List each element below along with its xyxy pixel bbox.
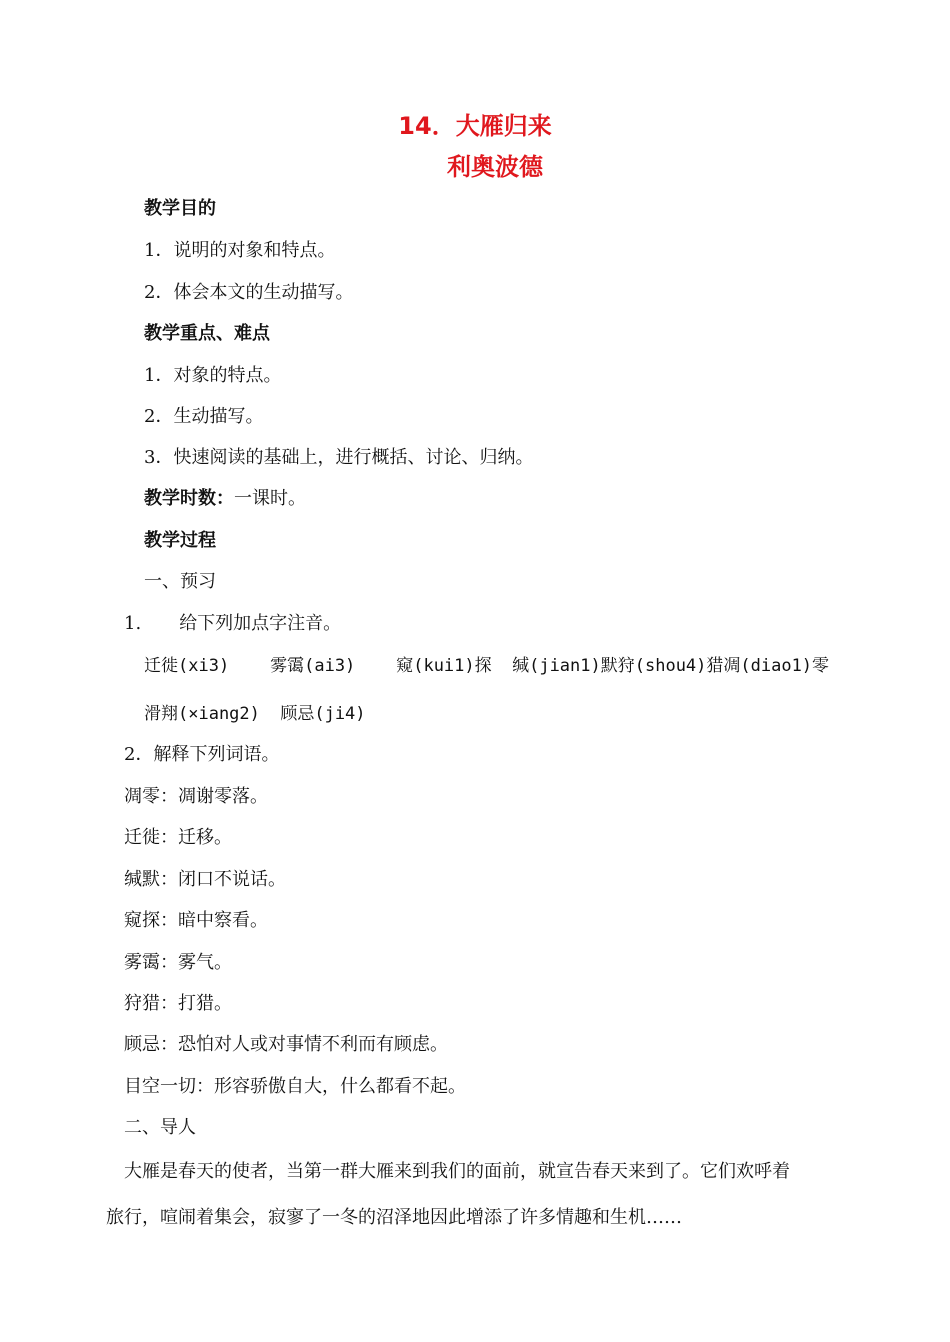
preview-heading: 一、预习: [144, 571, 216, 592]
keypoints-heading: 教学重点、难点: [144, 323, 270, 344]
intro-paragraph-line: 旅行，喧闹着集会，寂寥了一冬的沼泽地因此增添了许多情趣和生机……: [106, 1207, 682, 1228]
hours-line: [144, 487, 306, 511]
pinyin-line: 滑翔(×iang2) 顾忌(ji4): [144, 704, 366, 724]
intro-heading: 二、导人: [124, 1117, 196, 1138]
word-definition: 雾霭：雾气。: [124, 952, 232, 973]
document-author: 利奥波德: [447, 153, 543, 181]
question-text: 给下列加点字注音。: [179, 613, 342, 634]
hours-label: 教学时数：: [144, 488, 234, 509]
word-definition: 迁徙：迁移。: [124, 827, 232, 848]
document-title: 14．大雁归来: [398, 112, 552, 140]
objectives-heading: 教学目的: [144, 198, 216, 219]
preview-question-1: [124, 612, 341, 636]
hours-value: 一课时。: [234, 488, 306, 509]
pinyin-line: 迁徙(xi3) 雾霭(ai3) 窥(kui1)探 缄(jian1)默狩(shou4)猎凋(diao1)零: [144, 656, 830, 676]
keypoint-item: 3．快速阅读的基础上，进行概括、讨论、归纳。: [144, 447, 534, 468]
word-definition: 凋零：凋谢零落。: [124, 786, 268, 807]
process-heading: 教学过程: [144, 530, 216, 551]
word-definition: 窥探：暗中察看。: [124, 910, 268, 931]
word-definition: 缄默：闭口不说话。: [124, 869, 286, 890]
keypoint-item: 1．对象的特点。: [144, 365, 282, 386]
objective-item: 1．说明的对象和特点。: [144, 240, 336, 261]
word-definition: 狩猎：打猎。: [124, 993, 232, 1014]
intro-paragraph-line: 大雁是春天的使者，当第一群大雁来到我们的面前，就宣告春天来到了。它们欢呼着: [124, 1161, 790, 1182]
word-definition: 目空一切：形容骄傲自大，什么都看不起。: [124, 1076, 466, 1097]
objective-item: 2．体会本文的生动描写。: [144, 282, 354, 303]
word-definition: 顾忌：恐怕对人或对事情不利而有顾虑。: [124, 1034, 448, 1055]
keypoint-item: 2．生动描写。: [144, 406, 264, 427]
preview-question-2: 2．解释下列词语。: [124, 744, 280, 765]
question-number: 1.: [124, 613, 142, 634]
